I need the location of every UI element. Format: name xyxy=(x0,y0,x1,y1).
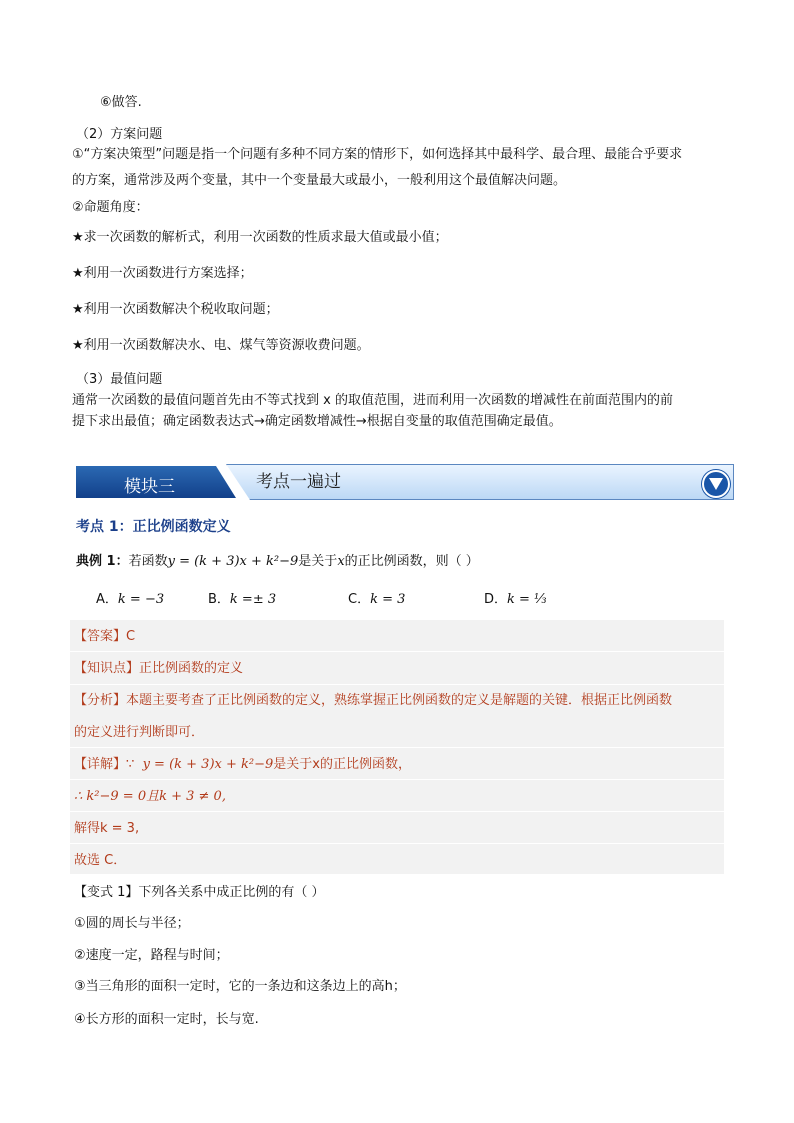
choice-c: C．k = 3 xyxy=(348,592,406,607)
section-2-paragraph-2: ②命题角度： xyxy=(72,200,149,215)
bullet-item: ★利用一次函数解决水、电、煤气等资源收费问题。 xyxy=(72,338,370,353)
example-1-question xyxy=(76,553,479,571)
solve-line: 解得k = 3, xyxy=(74,821,140,836)
section-3-line-2: 提下求出最值；确定函数表达式→确定函数增减性→根据自变量的取值范围确定最值。 xyxy=(72,414,562,429)
variant-1-title: 【变式 1】下列各关系中成正比例的有（ ） xyxy=(74,885,325,900)
question-variable: x xyxy=(337,554,345,569)
question-text: 若函数 xyxy=(128,554,168,569)
because-symbol: ∵ xyxy=(126,757,135,772)
question-text: 是关于 xyxy=(298,554,338,569)
section-3-heading: （3）最值问题 xyxy=(76,372,163,387)
choose-line: 故选 C． xyxy=(74,853,127,868)
variant-item: ④长方形的面积一定时，长与宽. xyxy=(74,1012,259,1027)
therefore-line: ∴ k²−9 = 0且k + 3 ≠ 0, xyxy=(74,789,226,804)
question-formula: y = (k + 3)x + k²−9 xyxy=(167,554,299,569)
example-label: 典例 1： xyxy=(76,554,129,569)
knowledge-point-line: 【知识点】正比例函数的定义 xyxy=(74,661,244,676)
section-3-line-1: 通常一次函数的最值问题首先由不等式找到 x 的取值范围，进而利用一次函数的增减性在前面范围内的前 xyxy=(72,393,673,408)
analysis-line-2: 的定义进行判断即可． xyxy=(74,725,205,740)
question-text: 的正比例函数，则（ ） xyxy=(344,554,479,569)
answer-line: 【答案】C xyxy=(74,629,136,644)
variant-item: ②速度一定，路程与时间； xyxy=(74,948,229,963)
analysis-line-1: 【分析】本题主要考查了正比例函数的定义，熟练掌握正比例函数的定义是解题的关键．根据正比例函数 xyxy=(74,693,673,708)
detail-text: 是关于x的正比例函数， xyxy=(273,757,411,772)
topic-heading: 考点 1：正比例函数定义 xyxy=(76,519,231,535)
detail-label: 【详解】 xyxy=(74,757,127,772)
section-2-heading: （2）方案问题 xyxy=(76,127,163,142)
detail-line xyxy=(74,756,411,774)
choice-d: D．k = ⅓ xyxy=(484,592,547,607)
variant-item: ③当三角形的面积一定时，它的一条边和这条边上的高h； xyxy=(74,979,406,994)
section-2-paragraph-1-line-2: 的方案，通常涉及两个变量，其中一个变量最大或最小，一般利用这个最值解决问题。 xyxy=(72,173,567,188)
module-banner xyxy=(76,464,732,500)
answer-divider xyxy=(70,747,724,748)
bullet-item: ★利用一次函数解决个税收取问题； xyxy=(72,302,279,317)
step-six-text: ⑥做答. xyxy=(100,95,142,110)
choice-a: A．k = −3 xyxy=(96,592,165,607)
bullet-item: ★求一次函数的解析式，利用一次函数的性质求最大值或最小值； xyxy=(72,230,448,245)
answer-divider xyxy=(70,684,724,685)
answer-divider xyxy=(70,843,724,844)
answer-divider xyxy=(70,811,724,812)
bullet-item: ★利用一次函数进行方案选择； xyxy=(72,266,253,281)
answer-divider xyxy=(70,651,724,652)
chevron-down-circle-icon[interactable] xyxy=(702,470,730,498)
section-2-paragraph-1-line-1: ①“方案决策型”问题是指一个问题有多种不同方案的情形下，如何选择其中最科学、最合理、最能合乎要求 xyxy=(72,147,683,162)
banner-title: 模块三 xyxy=(124,477,175,497)
banner-subtitle: 考点一遍过 xyxy=(256,472,341,492)
answer-divider xyxy=(70,779,724,780)
variant-item: ①圆的周长与半径； xyxy=(74,916,190,931)
choice-b: B．k =± 3 xyxy=(208,592,277,607)
detail-formula: y = (k + 3)x + k²−9 xyxy=(142,757,274,772)
